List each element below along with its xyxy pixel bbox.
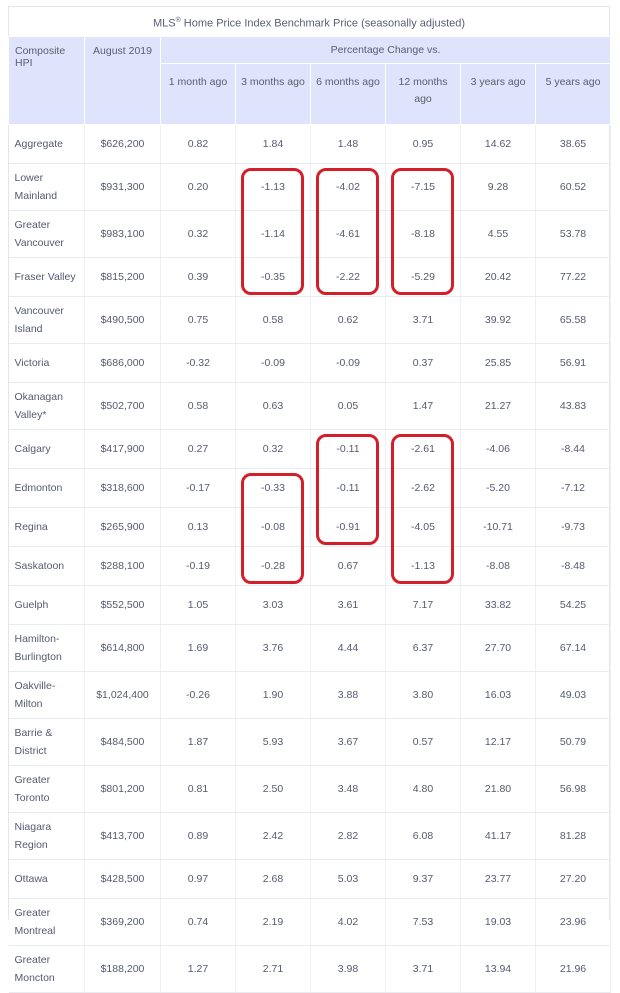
percent-change-cell: -4.06 (461, 430, 536, 469)
percent-change-cell: 23.96 (536, 899, 611, 946)
percent-change-cell: 0.13 (161, 508, 236, 547)
percent-change-cell: -8.48 (536, 547, 611, 586)
percent-change-cell: 4.80 (386, 766, 461, 813)
percentage-change-header: Percentage Change vs. (161, 37, 611, 64)
benchmark-price: $502,700 (85, 383, 161, 430)
percent-change-cell: 1.47 (386, 383, 461, 430)
percent-change-cell: 7.53 (386, 899, 461, 946)
percent-change-cell: 3.80 (386, 672, 461, 719)
table-row (9, 899, 611, 946)
table-row (9, 813, 611, 860)
percent-change-cell: 0.95 (386, 125, 461, 164)
table-row (9, 586, 611, 625)
benchmark-price: $931,300 (85, 164, 161, 211)
percent-change-cell: 1.87 (161, 719, 236, 766)
percent-change-cell: 0.37 (386, 344, 461, 383)
region-name: Lower Mainland (9, 164, 85, 211)
benchmark-price: $188,200 (85, 946, 161, 993)
benchmark-price: $428,500 (85, 860, 161, 899)
percent-change-cell: -7.15 (386, 164, 461, 211)
region-name: Greater Montreal (9, 899, 85, 946)
percent-change-cell: 77.22 (536, 258, 611, 297)
percent-change-cell: 0.58 (161, 383, 236, 430)
percent-change-cell: 7.17 (386, 586, 461, 625)
region-name: Aggregate (9, 125, 85, 164)
percent-change-cell: 39.92 (461, 297, 536, 344)
percent-change-cell: 0.57 (386, 719, 461, 766)
highlight-ring (391, 168, 454, 295)
percent-change-cell: 41.17 (461, 813, 536, 860)
benchmark-price: $490,500 (85, 297, 161, 344)
table-row (9, 719, 611, 766)
region-name: Ottawa (9, 860, 85, 899)
percent-change-cell: 3.76 (236, 625, 311, 672)
region-name: Greater Toronto (9, 766, 85, 813)
percent-change-cell: -0.26 (161, 672, 236, 719)
percent-change-cell: 27.20 (536, 860, 611, 899)
percent-change-cell: 16.03 (461, 672, 536, 719)
table-row (9, 625, 611, 672)
percent-change-cell: 1.48 (311, 125, 386, 164)
table-row (9, 383, 611, 430)
percent-change-cell: 12.17 (461, 719, 536, 766)
percent-change-cell: 25.85 (461, 344, 536, 383)
percent-change-cell: -1.13 (386, 547, 461, 586)
percent-change-cell: -10.71 (461, 508, 536, 547)
percent-change-cell: 0.67 (311, 547, 386, 586)
region-name: Calgary (9, 430, 85, 469)
percent-change-cell: 0.75 (161, 297, 236, 344)
percent-change-cell: 33.82 (461, 586, 536, 625)
percent-change-cell: 0.63 (236, 383, 311, 430)
percent-change-cell: 3.88 (311, 672, 386, 719)
table-row (9, 344, 611, 383)
region-name: Greater Moncton (9, 946, 85, 993)
percent-change-cell: 23.77 (461, 860, 536, 899)
percent-change-cell: 13.94 (461, 946, 536, 993)
percent-change-cell: -8.44 (536, 430, 611, 469)
percent-change-cell: 4.02 (311, 899, 386, 946)
benchmark-price: $815,200 (85, 258, 161, 297)
percent-change-cell: 3.71 (386, 297, 461, 344)
percent-change-cell: -0.28 (236, 547, 311, 586)
percent-change-cell: 54.25 (536, 586, 611, 625)
percent-change-cell: -2.62 (386, 469, 461, 508)
percent-change-cell: -4.02 (311, 164, 386, 211)
percent-change-cell: 50.79 (536, 719, 611, 766)
period-header: 6 months ago (311, 64, 386, 125)
region-name: Hamilton- Burlington (9, 625, 85, 672)
percent-change-cell: 43.83 (536, 383, 611, 430)
percent-change-cell: -0.17 (161, 469, 236, 508)
percent-change-cell: 0.20 (161, 164, 236, 211)
percent-change-cell: 0.05 (311, 383, 386, 430)
percent-change-cell: 2.50 (236, 766, 311, 813)
percent-change-cell: 3.98 (311, 946, 386, 993)
table-row (9, 469, 611, 508)
percent-change-cell: 1.69 (161, 625, 236, 672)
benchmark-price: $801,200 (85, 766, 161, 813)
percent-change-cell: -2.22 (311, 258, 386, 297)
benchmark-price: $626,200 (85, 125, 161, 164)
percent-change-cell: -0.32 (161, 344, 236, 383)
percent-change-cell: 20.42 (461, 258, 536, 297)
benchmark-price: $413,700 (85, 813, 161, 860)
benchmark-price: $614,800 (85, 625, 161, 672)
benchmark-price: $369,200 (85, 899, 161, 946)
percent-change-cell: 4.55 (461, 211, 536, 258)
percent-change-cell: 0.74 (161, 899, 236, 946)
percent-change-cell: 6.37 (386, 625, 461, 672)
percent-change-cell: 0.32 (236, 430, 311, 469)
percent-change-cell: 21.96 (536, 946, 611, 993)
percent-change-cell: 0.58 (236, 297, 311, 344)
region-name: Oakville- Milton (9, 672, 85, 719)
highlight-ring (316, 434, 379, 545)
percent-change-cell: 9.28 (461, 164, 536, 211)
benchmark-price: $318,600 (85, 469, 161, 508)
region-name: Niagara Region (9, 813, 85, 860)
percent-change-cell: 56.98 (536, 766, 611, 813)
percent-change-cell: -0.11 (311, 430, 386, 469)
caption-text: Home Price Index Benchmark Price (seasonally adjusted) (180, 17, 466, 30)
benchmark-price: $686,000 (85, 344, 161, 383)
percent-change-cell: -5.20 (461, 469, 536, 508)
benchmark-price: $417,900 (85, 430, 161, 469)
percent-change-cell: 60.52 (536, 164, 611, 211)
percent-change-cell: 0.27 (161, 430, 236, 469)
composite-header: Composite HPI (9, 37, 85, 125)
percent-change-cell: 1.27 (161, 946, 236, 993)
percent-change-cell: 2.68 (236, 860, 311, 899)
percent-change-cell: 1.84 (236, 125, 311, 164)
region-name: Guelph (9, 586, 85, 625)
percent-change-cell: -5.29 (386, 258, 461, 297)
region-name: Saskatoon (9, 547, 85, 586)
percent-change-cell: 0.82 (161, 125, 236, 164)
benchmark-price: $484,500 (85, 719, 161, 766)
percent-change-cell: 0.62 (311, 297, 386, 344)
percent-change-cell: -2.61 (386, 430, 461, 469)
percent-change-cell: 67.14 (536, 625, 611, 672)
percent-change-cell: 27.70 (461, 625, 536, 672)
table-row (9, 860, 611, 899)
percent-change-cell: 0.81 (161, 766, 236, 813)
percent-change-cell: 1.05 (161, 586, 236, 625)
percent-change-cell: 0.89 (161, 813, 236, 860)
percent-change-cell: 6.08 (386, 813, 461, 860)
percent-change-cell: 38.65 (536, 125, 611, 164)
period-header: 3 years ago (461, 64, 536, 125)
benchmark-price: $552,500 (85, 586, 161, 625)
percent-change-cell: 4.44 (311, 625, 386, 672)
region-name: Regina (9, 508, 85, 547)
benchmark-price: $1,024,400 (85, 672, 161, 719)
region-name: Okanagan Valley* (9, 383, 85, 430)
percent-change-cell: 14.62 (461, 125, 536, 164)
caption-registered-mark: ® (175, 17, 181, 24)
table-row (9, 430, 611, 469)
percent-change-cell: -0.19 (161, 547, 236, 586)
percent-change-cell: -0.35 (236, 258, 311, 297)
percent-change-cell: 21.27 (461, 383, 536, 430)
period-header: 1 month ago (161, 64, 236, 125)
percent-change-cell: 3.71 (386, 946, 461, 993)
percent-change-cell: 2.82 (311, 813, 386, 860)
percent-change-cell: -4.61 (311, 211, 386, 258)
caption-prefix: MLS (152, 17, 176, 30)
period-header: 5 years ago (536, 64, 611, 125)
table-row (9, 508, 611, 547)
region-name: Barrie & District (9, 719, 85, 766)
period-header: 3 months ago (236, 64, 311, 125)
percent-change-cell: -0.91 (311, 508, 386, 547)
table-row (9, 297, 611, 344)
percent-change-cell: -0.09 (311, 344, 386, 383)
table-row (9, 211, 611, 258)
percent-change-cell: 3.48 (311, 766, 386, 813)
percent-change-cell: -0.08 (236, 508, 311, 547)
percent-change-cell: -9.73 (536, 508, 611, 547)
region-name: Victoria (9, 344, 85, 383)
percent-change-cell: 0.97 (161, 860, 236, 899)
percent-change-cell: 0.39 (161, 258, 236, 297)
percent-change-cell: 19.03 (461, 899, 536, 946)
hpi-table (8, 36, 611, 993)
percent-change-cell: 5.03 (311, 860, 386, 899)
percent-change-cell: -0.33 (236, 469, 311, 508)
percent-change-cell: 2.71 (236, 946, 311, 993)
date-header: August 2019 (85, 37, 161, 125)
percent-change-cell: 3.03 (236, 586, 311, 625)
table-row (9, 946, 611, 993)
percent-change-cell: -0.11 (311, 469, 386, 508)
table-caption (8, 7, 610, 35)
percent-change-cell: -8.08 (461, 547, 536, 586)
table-row (9, 672, 611, 719)
percent-change-cell: 56.91 (536, 344, 611, 383)
region-name: Greater Vancouver (9, 211, 85, 258)
highlight-ring (241, 473, 304, 584)
table-row (9, 547, 611, 586)
percent-change-cell: -0.09 (236, 344, 311, 383)
region-name: Edmonton (9, 469, 85, 508)
benchmark-price: $265,900 (85, 508, 161, 547)
percent-change-cell: 3.67 (311, 719, 386, 766)
table-row (9, 766, 611, 813)
percent-change-cell: -1.14 (236, 211, 311, 258)
percent-change-cell: 49.03 (536, 672, 611, 719)
percent-change-cell: 9.37 (386, 860, 461, 899)
highlight-ring (241, 168, 304, 295)
percent-change-cell: -8.18 (386, 211, 461, 258)
period-header: 12 months ago (386, 64, 461, 125)
percent-change-cell: 21.80 (461, 766, 536, 813)
percent-change-cell: 53.78 (536, 211, 611, 258)
highlight-ring (316, 168, 379, 295)
benchmark-price: $288,100 (85, 547, 161, 586)
percent-change-cell: 3.61 (311, 586, 386, 625)
region-name: Vancouver Island (9, 297, 85, 344)
percent-change-cell: 1.90 (236, 672, 311, 719)
table-row (9, 258, 611, 297)
benchmark-price: $983,100 (85, 211, 161, 258)
percent-change-cell: 81.28 (536, 813, 611, 860)
percent-change-cell: 65.58 (536, 297, 611, 344)
highlight-ring (391, 434, 454, 584)
percent-change-cell: 5.93 (236, 719, 311, 766)
percent-change-cell: -7.12 (536, 469, 611, 508)
percent-change-cell: 2.42 (236, 813, 311, 860)
table-row (9, 164, 611, 211)
percent-change-cell: -4.05 (386, 508, 461, 547)
region-name: Fraser Valley (9, 258, 85, 297)
percent-change-cell: -1.13 (236, 164, 311, 211)
percent-change-cell: 0.32 (161, 211, 236, 258)
table-row (9, 125, 611, 164)
percent-change-cell: 2.19 (236, 899, 311, 946)
